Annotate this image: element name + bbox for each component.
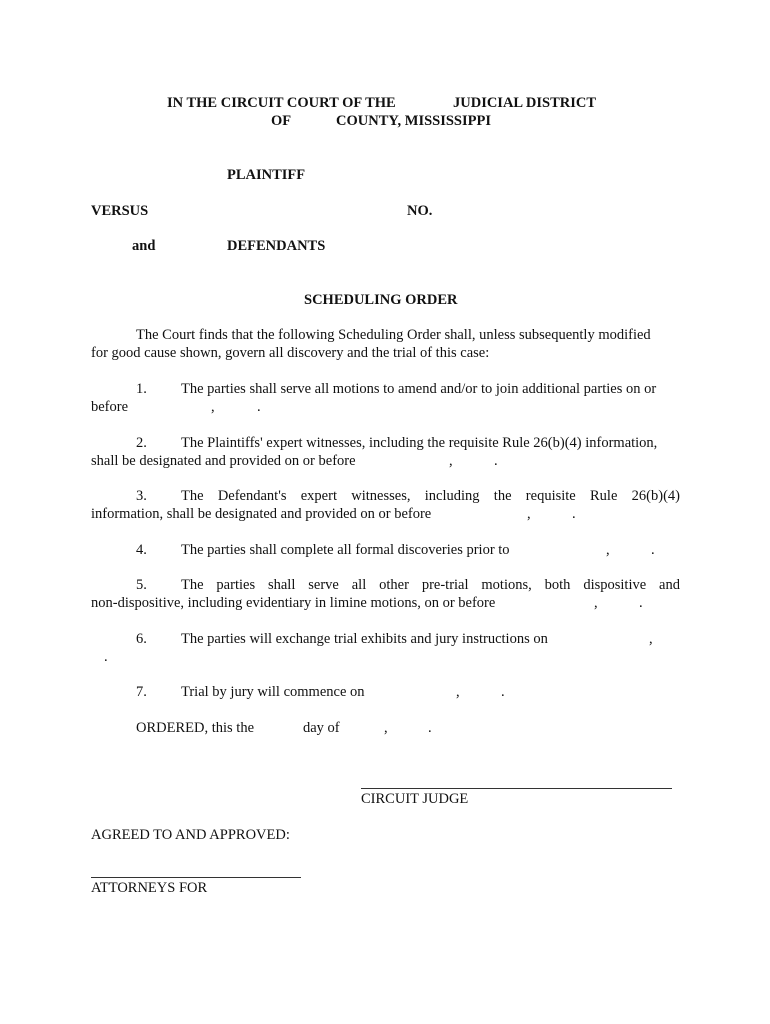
item-1-text-cont: before: [91, 399, 129, 415]
ordered-text: ORDERED, this the: [136, 720, 255, 736]
item-2-date-period: .: [494, 453, 498, 469]
item-5-text-cont: non-dispositive, including evidentiary in limine motions, on or before: [91, 595, 496, 611]
item-6-date-period: .: [104, 649, 108, 665]
attorneys-for-label: ATTORNEYS FOR: [91, 880, 208, 896]
item-7-text: Trial by jury will commence on: [181, 684, 365, 700]
item-4-date-comma: ,: [606, 542, 610, 558]
item-3-text-cont: information, shall be designated and provided on or before: [91, 506, 432, 522]
circuit-judge-label: CIRCUIT JUDGE: [361, 791, 469, 807]
court-line-part1: IN THE CIRCUIT COURT OF THE: [167, 95, 396, 111]
item-5-date-comma: ,: [594, 595, 598, 611]
item-5-number: 5.: [136, 577, 147, 593]
item-4-number: 4.: [136, 542, 147, 558]
item-6-number: 6.: [136, 631, 147, 647]
item-5-text: The parties shall serve all other pre-trial motions, both dispositive and: [181, 577, 680, 593]
item-6-date-comma: ,: [649, 631, 653, 647]
and-label: and: [132, 238, 156, 254]
item-4-date-period: .: [651, 542, 655, 558]
defendants-label: DEFENDANTS: [227, 238, 326, 254]
item-7-number: 7.: [136, 684, 147, 700]
item-2-number: 2.: [136, 435, 147, 451]
item-7-date-comma: ,: [456, 684, 460, 700]
intro-line-1: The Court finds that the following Scheduling Order shall, unless subsequently modified: [136, 327, 651, 343]
item-6-text: The parties will exchange trial exhibits and jury instructions on: [181, 631, 548, 647]
attorney-signature-line: [91, 877, 301, 878]
intro-line-2: for good cause shown, govern all discovery and the trial of this case:: [91, 345, 490, 361]
item-1-text: The parties shall serve all motions to amend and/or to join additional parties on or: [181, 381, 657, 397]
plaintiff-label: PLAINTIFF: [227, 167, 306, 183]
ordered-period: .: [428, 720, 432, 736]
ordered-comma: ,: [384, 720, 388, 736]
item-5-date-period: .: [639, 595, 643, 611]
agreed-approved-label: AGREED TO AND APPROVED:: [91, 827, 290, 843]
item-3-date-period: .: [572, 506, 576, 522]
court-line-part2: JUDICIAL DISTRICT: [453, 95, 597, 111]
item-1-date-comma: ,: [211, 399, 215, 415]
item-1-number: 1.: [136, 381, 147, 397]
document-title: SCHEDULING ORDER: [304, 292, 458, 308]
item-3-text: The Defendant's expert witnesses, including the requisite Rule 26(b)(4): [181, 488, 680, 504]
county-line-part1: OF: [271, 113, 292, 129]
county-line-part2: COUNTY, MISSISSIPPI: [336, 113, 491, 129]
item-3-number: 3.: [136, 488, 147, 504]
item-2-date-comma: ,: [449, 453, 453, 469]
ordered-day-of: day of: [303, 720, 340, 736]
case-number-label: NO.: [407, 203, 433, 219]
item-2-text: The Plaintiffs' expert witnesses, including the requisite Rule 26(b)(4) information,: [181, 435, 658, 451]
item-1-date-period: .: [257, 399, 261, 415]
item-2-text-cont: shall be designated and provided on or before: [91, 453, 356, 469]
judge-signature-line: [361, 788, 672, 789]
versus-label: VERSUS: [91, 203, 149, 219]
item-4-text: The parties shall complete all formal discoveries prior to: [181, 542, 510, 558]
item-7-date-period: .: [501, 684, 505, 700]
item-3-date-comma: ,: [527, 506, 531, 522]
